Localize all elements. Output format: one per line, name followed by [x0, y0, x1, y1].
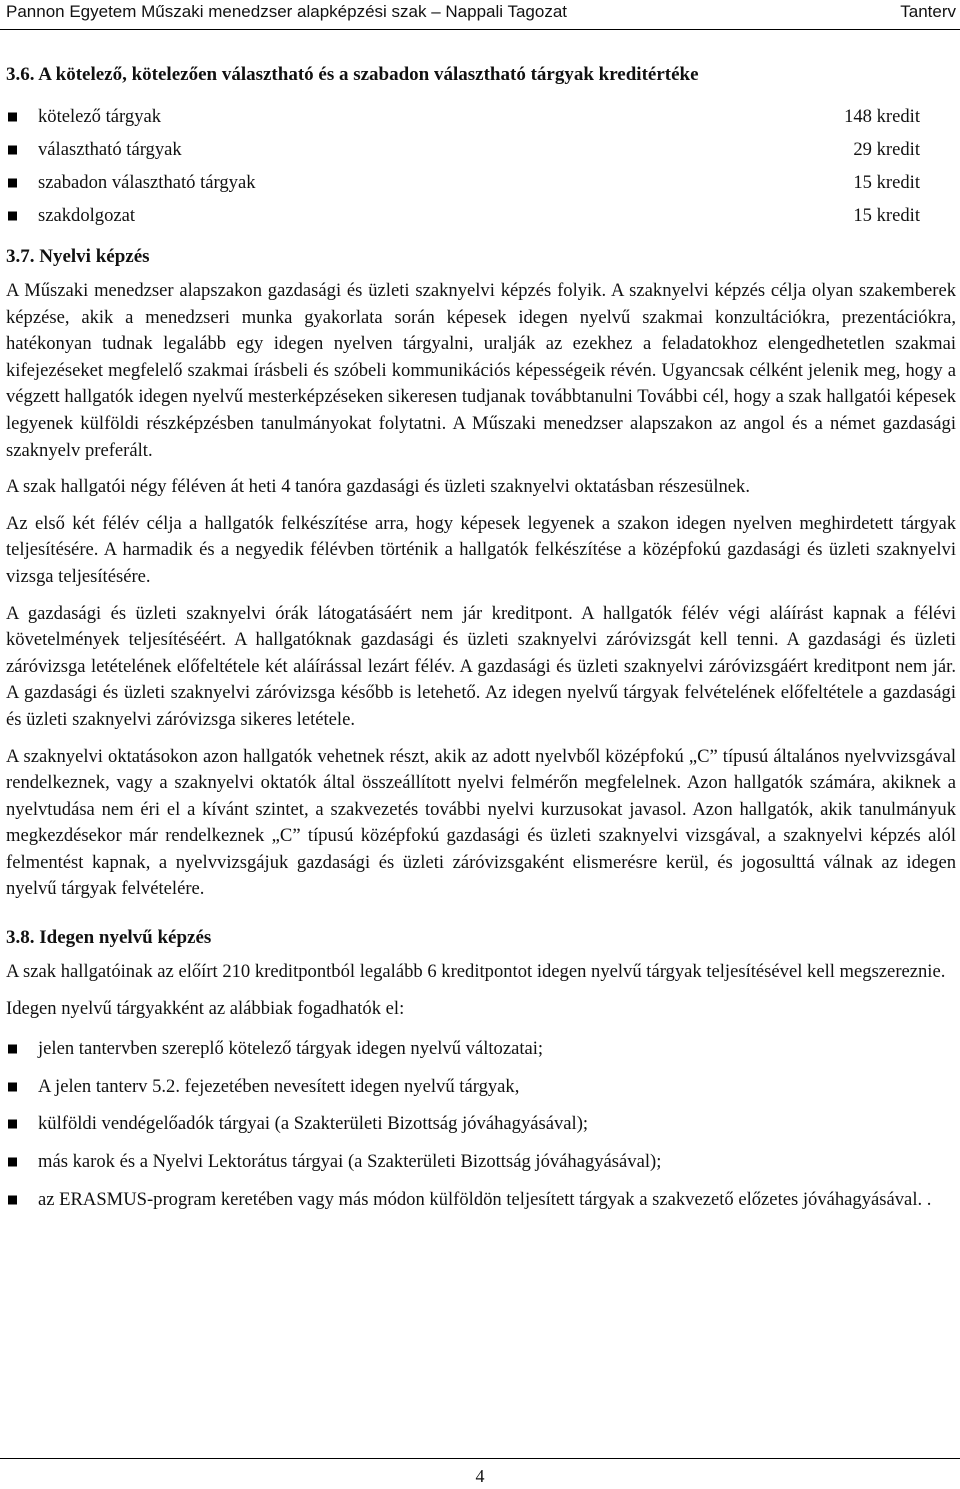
square-bullet-icon — [8, 1158, 17, 1167]
list-item — [6, 1187, 956, 1214]
credit-item — [6, 166, 956, 199]
square-bullet-icon — [8, 1195, 17, 1204]
list-item — [6, 1074, 956, 1101]
paragraph: A gazdasági és üzleti szaknyelvi órák látogatásáért nem jár kreditpont. A hallgatók félév végi aláírást kapnak a félévi követelmények teljesítéséért. A hallgatóknak gazdasági és üzleti szaknyelvi záróvizsgát kell tenni. A gazdasági és üzleti záróvizsga letételének előfeltétele két aláírással lezárt félév. A gazdasági és üzleti szaknyelvi záróvizsgáért kreditpont nem jár. A gazdasági és üzleti szaknyelvi záróvizsga később is letehető. Az idegen nyelvű tárgyak felvételének előfeltétele a gazdasági és üzleti szaknyelvi záróvizsga sikeres letétele. — [6, 602, 956, 730]
paragraph: A szak hallgatóinak az előírt 210 kreditpontból legalább 6 kreditpontot idegen nyelvű tárgyak teljesítésével kell megszereznie. — [6, 961, 946, 983]
credit-label: kötelező tárgyak — [38, 106, 162, 127]
list-item-text: más karok és a Nyelvi Lektorátus tárgyai (a Szakterületi Bizottság jóváhagyásával); — [38, 1151, 662, 1173]
list-item-text: jelen tantervben szereplő kötelező tárgyak idegen nyelvű változatai; — [38, 1038, 544, 1060]
section-3-6-heading: 3.6. A kötelező, kötelezően választható és a szabadon választható tárgyak kreditértéke — [6, 64, 699, 85]
credit-item — [6, 100, 956, 133]
square-bullet-icon — [8, 145, 17, 154]
credit-item — [6, 133, 956, 166]
document-body — [6, 60, 956, 1224]
list-item — [6, 1111, 956, 1138]
credit-amount: 15 kredit — [853, 205, 920, 226]
list-item — [6, 1149, 956, 1176]
square-bullet-icon — [8, 112, 17, 121]
square-bullet-icon — [8, 1082, 17, 1091]
foreign-subject-list — [6, 1036, 956, 1213]
section-3-7-heading: 3.7. Nyelvi képzés — [6, 246, 150, 267]
list-item-text: külföldi vendégelőadók tárgyai (a Szakterületi Bizottság jóváhagyásával); — [38, 1113, 589, 1135]
credit-label: szakdolgozat — [38, 205, 136, 226]
square-bullet-icon — [8, 178, 17, 187]
page-header — [0, 0, 960, 30]
credit-amount: 15 kredit — [853, 172, 920, 193]
square-bullet-icon — [8, 211, 17, 220]
header-title: Pannon Egyetem Műszaki menedzser alapképzési szak – Nappali Tagozat — [6, 2, 567, 21]
list-item-text: A jelen tanterv 5.2. fejezetében nevesített idegen nyelvű tárgyak, — [38, 1075, 520, 1097]
list-item-text: az ERASMUS-program keretében vagy más módon külföldön teljesített tárgyak a szakvezető előzetes jóváhagyásával. . — [38, 1188, 932, 1210]
credit-amount: 29 kredit — [853, 139, 920, 160]
paragraph: A szaknyelvi oktatásokon azon hallgatók vehetnek részt, akik az adott nyelvből középfokú „C” típusú általános nyelvvizsgával rendelkeznek, vagy a szaknyelvi oktatók által összeállított nyelvi felmérőn megfelelnek. Azon hallgatók számára, akiknek a nyelvtudása nem éri el a kívánt szintet, a szakvezetés további nyelvi kurzusokat javasol. Azon hallgatók, akik tanulmányuk megkezdésekor már rendelkeznek „C” típusú középfokú gazdasági és üzleti szaknyelvi vizsgával, a szaknyelvi képzés alól felmentést kapnak, a nyelvvizsgájuk gazdasági és üzleti záróvizsgaként elismerésre kerül, és jogosulttá válnak az idegen nyelvű tárgyak felvételére. — [6, 745, 956, 900]
credit-amount: 148 kredit — [844, 106, 920, 127]
credit-label: szabadon választható tárgyak — [38, 172, 256, 193]
paragraph: A szak hallgatói négy féléven át heti 4 tanóra gazdasági és üzleti szaknyelvi oktatásban részesülnek. — [6, 476, 750, 498]
square-bullet-icon — [8, 1120, 17, 1129]
paragraph: Idegen nyelvű tárgyakként az alábbiak fogadhatók el: — [6, 997, 405, 1019]
paragraph: A Műszaki menedzser alapszakon gazdasági és üzleti szaknyelvi képzés folyik. A szaknyelvi képzés célja olyan szakemberek képzése, akik a menedzseri munka gyakorlata során képesek idegen nyelvű szakmai konzultációkra, prezentációkra, hatékonyan tudnak legalább egy idegen nyelven tárgyalni, uralják az ezekhez a feladatokhoz elengedhetetlen szakmai kifejezéseket megfelelő szakmai írásbeli és szóbeli kommunikációs képességeik révén. Ugyancsak célként jelenik meg, hogy a végzett hallgatók idegen nyelvű mesterképzéseken sikeresen tudjanak továbbtanulni További cél, hogy a szak hallgatói képesek legyenek külföldi részképzésben tanulmányokat folytatni. A Műszaki menedzser alapszakon az angol és a német gazdasági szaknyelv preferált. — [6, 280, 956, 461]
section-3-8-heading: 3.8. Idegen nyelvű képzés — [6, 927, 212, 949]
page-number: 4 — [475, 1466, 485, 1486]
header-doc-type: Tanterv — [900, 2, 956, 21]
credit-item — [6, 199, 956, 232]
credit-list — [6, 100, 956, 232]
credit-label: választható tárgyak — [38, 139, 182, 160]
square-bullet-icon — [8, 1045, 17, 1054]
footer-divider — [0, 1458, 960, 1459]
list-item — [6, 1036, 956, 1063]
paragraph: Az első két félév célja a hallgatók felkészítése arra, hogy képesek legyenek a szakon idegen nyelven meghirdetett tárgyak teljesítésére. A harmadik és a negyedik félévben történik a hallgatók felkészítése a középfokú gazdasági és üzleti szaknyelvi vizsga teljesítésére. — [6, 512, 956, 587]
